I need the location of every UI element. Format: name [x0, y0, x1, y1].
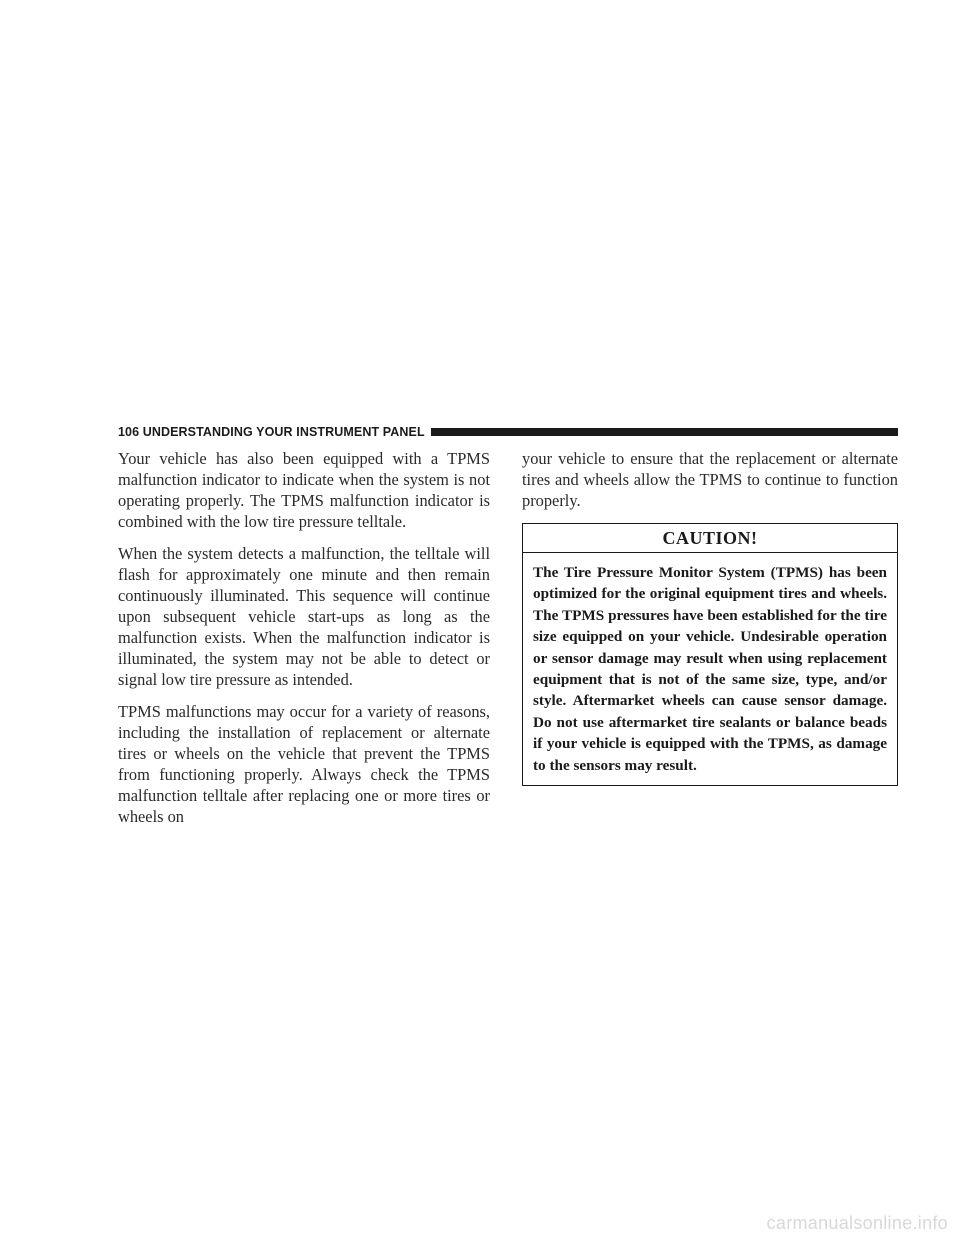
caution-title: CAUTION! [523, 524, 897, 553]
paragraph-continuation: your vehicle to ensure that the replacement or alternate tires and wheels allow the TPMS to continue to function properly. [522, 449, 898, 510]
caution-body: The Tire Pressure Monitor System (TPMS) has been optimized for the original equipment tires and wheels. The TPMS pressures have been established for the tire size equipped on your vehicle. Undesirable operation or sensor damage may result when using replacement equipment that is not of the same size, type, and/or style. Aftermarket wheels can cause sensor damage. Do not use aftermarket tire sealants or balance beads if your vehicle is equipped with the TPMS, as damage to the sensors may result. [533, 564, 887, 774]
page-number-and-section-title: 106 UNDERSTANDING YOUR INSTRUMENT PANEL [118, 425, 425, 439]
paragraph-malfunction-causes: TPMS malfunctions may occur for a variety of reasons, including the installation of replacement or alternate tires or wheels on the vehicle that prevent the TPMS from functioning properly. Always check the TPMS malfunction telltale after replacing one or more tires or wheels on [118, 702, 490, 826]
right-column [522, 448, 898, 786]
page-header [118, 424, 898, 440]
left-column [118, 448, 490, 838]
header-rule [431, 428, 898, 436]
caution-box [522, 523, 898, 786]
paragraph-malfunction-indicator: Your vehicle has also been equipped with a TPMS malfunction indicator to indicate when the system is not operating properly. The TPMS malfunction indicator is combined with the low tire pressure telltale. [118, 449, 490, 531]
paragraph-malfunction-detection: When the system detects a malfunction, the telltale will flash for approximately one minute and then remain continuously illuminated. This sequence will continue upon subsequent vehicle start-ups as long as the malfunction exists. When the malfunction indicator is illuminated, the system may not be able to detect or signal low tire pressure as intended. [118, 544, 490, 689]
watermark: carmanualsonline.info [766, 1213, 948, 1233]
